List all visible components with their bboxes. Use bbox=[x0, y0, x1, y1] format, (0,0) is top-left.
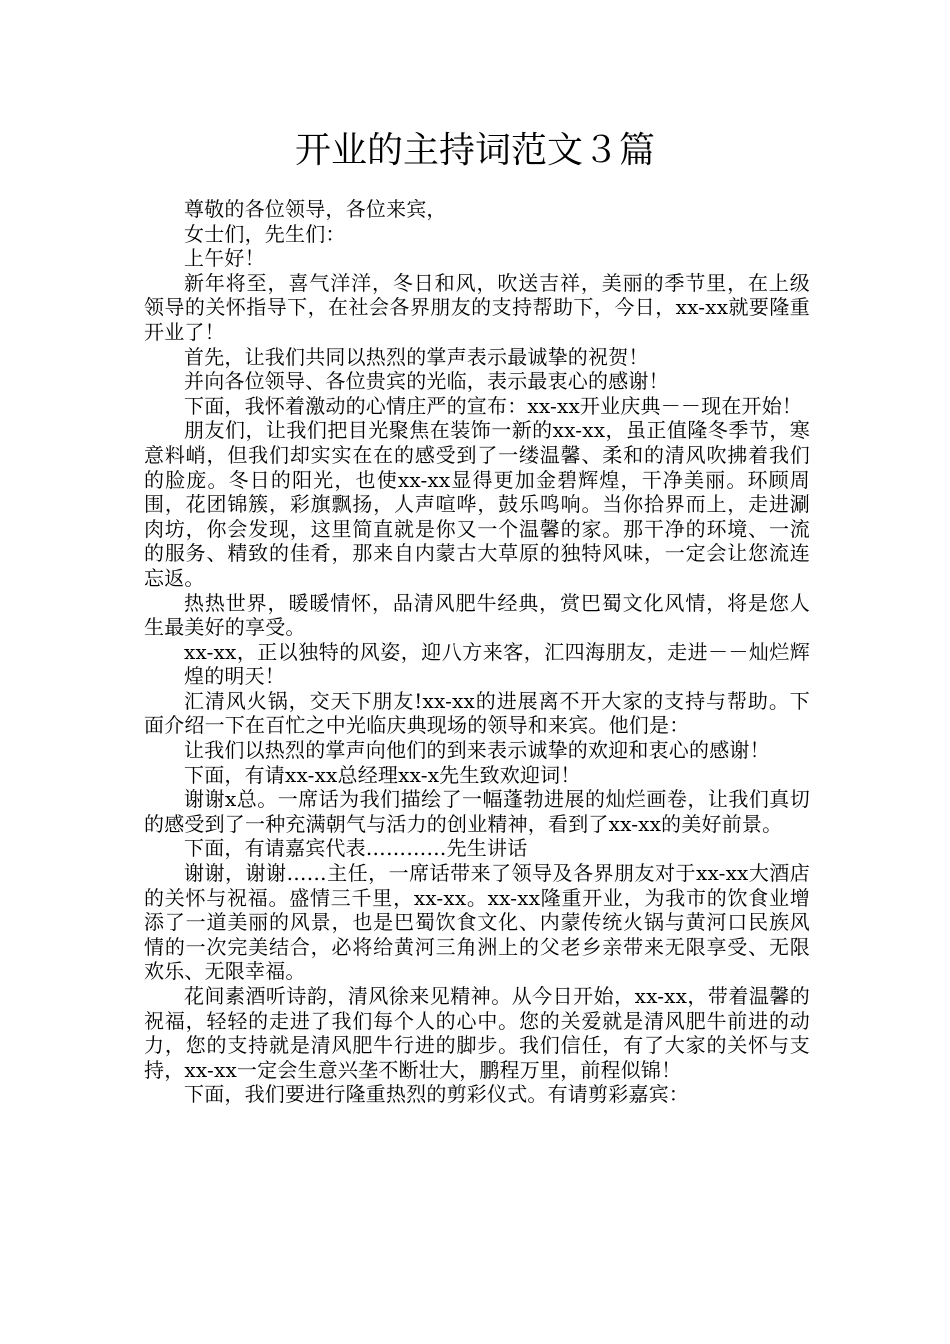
document-body bbox=[144, 197, 810, 1107]
body-paragraph: 下面，有请xx-xx总经理xx-x先生致欢迎词！ bbox=[184, 762, 581, 787]
salutation-paragraph: 尊敬的各位领导，各位来宾， bbox=[184, 197, 447, 221]
body-paragraph: 花间素酒听诗韵，清风徐来见精神。从今日开始，xx-xx，带着温馨的祝福，轻轻的走进了我们每个人的心中。您的关爱就是清风肥牛前进的动力，您的支持就是清风肥牛行进的脚步。我们信任，有了大家的关怀与支持，xx-xx一定会生意兴垄不断壮大，鹏程万里，前程似锦！ bbox=[144, 984, 810, 1082]
body-paragraph: 下面，我怀着激动的心情庄严的宣布：xx-xx开业庆典－－现在开始！ bbox=[184, 393, 803, 418]
body-paragraph: 汇清风火锅，交天下朋友!xx-xx的进展离不开大家的支持与帮助。下面介绍一下在百忙之中光临庆典现场的领导和来宾。他们是： bbox=[144, 688, 810, 738]
body-paragraph: 谢谢x总。一席话为我们描绘了一幅蓬勃进展的灿烂画卷，让我们真切的感受到了一种充满朝气与活力的创业精神，看到了xx-xx的美好前景。 bbox=[144, 787, 810, 836]
body-paragraph: 新年将至，喜气洋洋，冬日和风，吹送吉祥，美丽的季节里，在上级领导的关怀指导下，在社会各界朋友的支持帮助下，今日，xx-xx就要隆重开业了！ bbox=[144, 270, 810, 344]
greeting-paragraph: 上午好！ bbox=[184, 246, 265, 271]
document-title: 开业的主持词范文３篇 bbox=[294, 130, 655, 171]
body-paragraph: 谢谢，谢谢……主任，一席话带来了领导及各界朋友对于xx-xx大酒店的关怀与祝福。盛情三千里，xx-xx。xx-xx隆重开业，为我市的饮食业增添了一道美丽的风景，也是巴蜀饮食文化、内蒙传统火锅与黄河口民族风情的一次完美结合，必将给黄河三角洲上的父老乡亲带来无限享受、无限欢乐、无限幸福。 bbox=[144, 861, 810, 984]
salutation-paragraph: 女士们，先生们： bbox=[184, 221, 346, 246]
body-paragraph: 并向各位领导、各位贵宾的光临，表示最衷心的感谢！ bbox=[184, 369, 669, 394]
body-paragraph: xx-xx，正以独特的风姿，迎八方来客，汇四海朋友，走进－－灿烂辉煌的明天！ bbox=[184, 639, 810, 689]
body-paragraph: 首先，让我们共同以热烈的掌声表示最诚挚的祝贺！ bbox=[184, 344, 649, 369]
body-paragraph: 朋友们，让我们把目光聚焦在装饰一新的xx-xx，虽正值隆冬季节，寒意料峭，但我们却实实在在的感受到了一缕温馨、柔和的清风吹拂着我们的脸庞。冬日的阳光，也使xx-xx显得更加金碧辉煌，干净美丽。环顾周围，花团锦簇，彩旗飘扬，人声喧哗，鼓乐鸣响。当你拾界而上，走进涮肉坊，你会发现，这里简直就是你又一个温馨的家。那干净的环境、一流的服务、精致的佳肴，那来自内蒙古大草原的独特风味，一定会让您流连忘返。 bbox=[144, 418, 810, 590]
body-paragraph: 下面，我们要进行隆重热烈的剪彩仪式。有请剪彩嘉宾： bbox=[184, 1082, 689, 1107]
body-paragraph: 热热世界，暖暖情怀，品清风肥牛经典，赏巴蜀文化风情，将是您人生最美好的享受。 bbox=[144, 590, 810, 640]
body-paragraph: 下面，有请嘉宾代表…………先生讲话 bbox=[184, 836, 528, 861]
body-paragraph: 让我们以热烈的掌声向他们的到来表示诚挚的欢迎和衷心的感谢！ bbox=[184, 738, 770, 763]
